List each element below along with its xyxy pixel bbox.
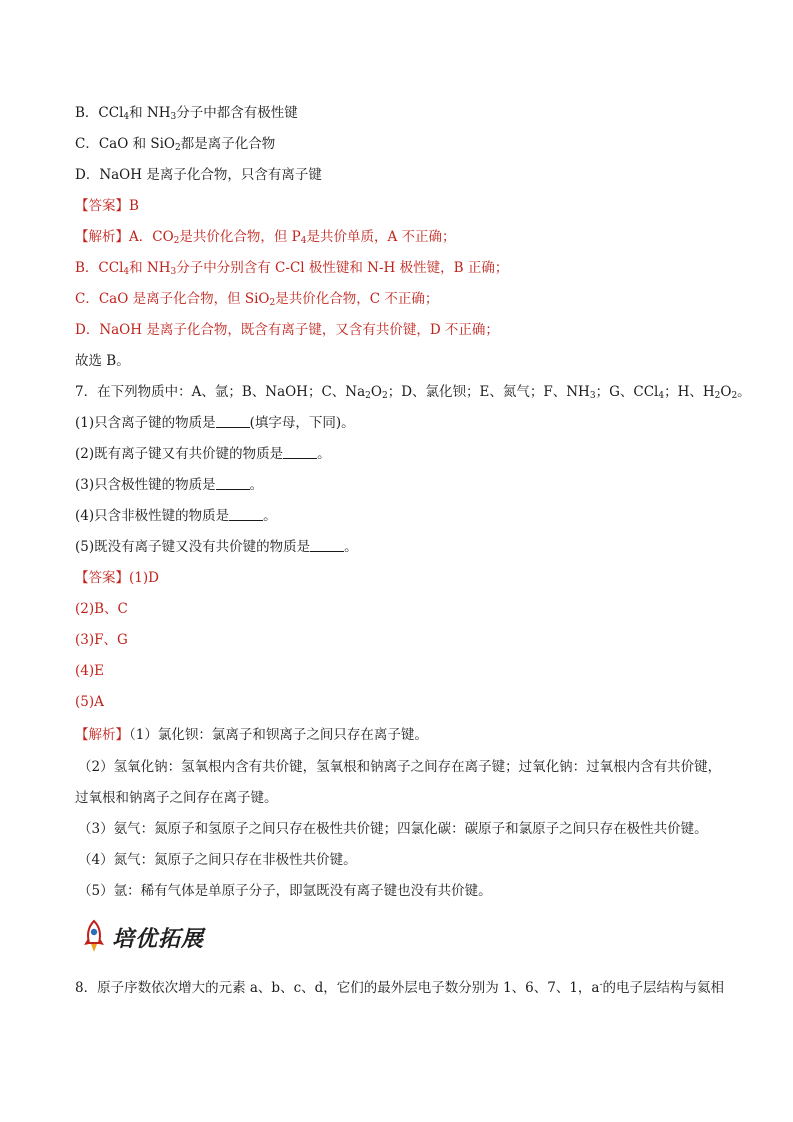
q7-answer-5: (5)A xyxy=(75,694,104,710)
q6-answer: 【答案】B xyxy=(75,198,139,214)
q7-stem: 7．在下列物质中：A、氩；B、NaOH；C、$Na_2O_2$；D、氯化钡；E、氮气；F、$NH_3$；G、CCl$_4$；H、$H_2O_2$。 xyxy=(75,384,751,401)
q7-analysis-3: （3）氨气：氮原子和氢原子之间只存在极性共价键；四氯化碳：碳原子和氯原子之间只存在极性共价键。 xyxy=(78,821,708,837)
q6-analysis-b: B．CCl$_4$和 $NH_3$分子中分别含有 C-Cl 极性键和 N-H 极性键，B 正确； xyxy=(75,260,509,277)
banner-title: 培优拓展 xyxy=(112,926,205,952)
q6-analysis-a: 【解析】A．$CO_2$是共价化合物，但 $P_4$是共价单质，A 不正确； xyxy=(75,229,456,246)
q7-sub5: (5)既没有离子键又没有共价键的物质是 。 xyxy=(75,539,358,555)
q7-sub3: (3)只含极性键的物质是 。 xyxy=(75,477,264,493)
q7-sub2: (2)既有离子键又有共价键的物质是 。 xyxy=(75,446,331,462)
answer-blank xyxy=(216,476,250,490)
q7-analysis-2-cont: 过氧根和钠离子之间存在离子键。 xyxy=(75,790,278,806)
q6-option-d: D．NaOH 是离子化合物，只含有离子键 xyxy=(75,167,322,183)
answer-blank xyxy=(283,445,317,459)
answer-blank xyxy=(229,507,263,521)
q7-answer-4: (4)E xyxy=(75,663,104,679)
answer-blank xyxy=(310,538,344,552)
q7-sub4: (4)只含非极性键的物质是 。 xyxy=(75,508,277,524)
q6-conclusion: 故选 B。 xyxy=(75,353,130,369)
q7-answer-3: (3)F、G xyxy=(75,632,128,648)
q7-answer-1: 【答案】(1)D xyxy=(75,570,159,586)
section-banner xyxy=(80,918,204,956)
q7-analysis-1: 【解析】（1）氯化钡：氯离子和钡离子之间只存在离子键。 xyxy=(75,727,428,743)
q7-analysis-4: （4）氮气：氮原子之间只存在非极性共价键。 xyxy=(78,852,357,868)
q7-analysis-5: （5）氩：稀有气体是单原子分子，即氩既没有离子键也没有共价键。 xyxy=(78,883,492,899)
answer-blank xyxy=(216,414,250,428)
q6-analysis-d: D．NaOH 是离子化合物，既含有离子键，又含有共价键，D 不正确； xyxy=(75,322,499,338)
q7-analysis-2: （2）氢氧化钠：氢氧根内含有共价键，氢氧根和钠离子之间存在离子键；过氧化钠：过氧根内含有共价键， xyxy=(78,759,722,775)
q6-analysis-c: C．CaO 是离子化合物，但 SiO$_2$是共价化合物，C 不正确； xyxy=(75,291,439,308)
q6-option-c: C．CaO 和 SiO$_2$都是离子化合物 xyxy=(75,136,276,153)
q7-answer-2: (2)B、C xyxy=(75,601,128,617)
q6-option-b: B．CCl$_4$和 $NH_3$分子中都含有极性键 xyxy=(75,105,298,122)
rocket-icon xyxy=(80,919,108,955)
q7-sub1: (1)只含离子键的物质是 (填字母，下同)。 xyxy=(75,415,355,431)
q8-stem: 8．原子序数依次增大的元素 a、b、c、d，它们的最外层电子数分别为 1、6、7、1，a-的电子层结构与氦相 xyxy=(75,980,725,996)
